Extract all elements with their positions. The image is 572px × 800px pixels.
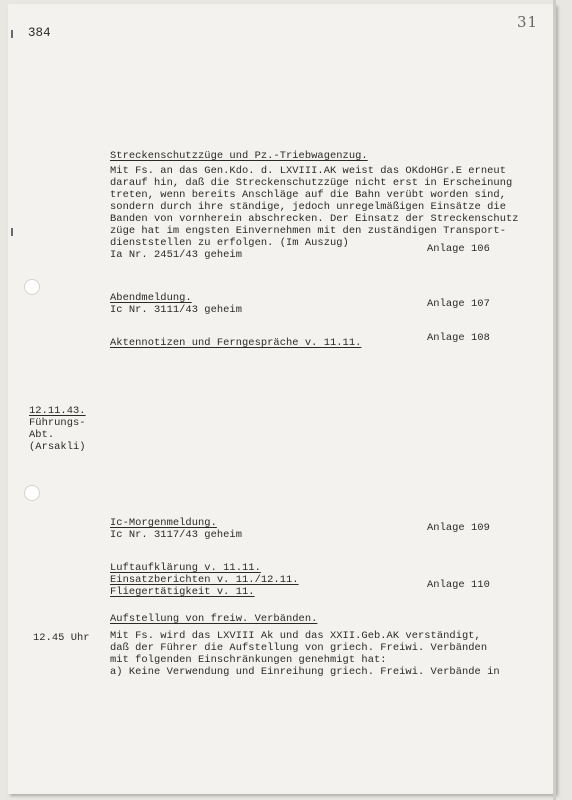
reference-number: Ia Nr. 2451/43 geheim	[110, 249, 242, 261]
punch-hole	[24, 279, 40, 295]
body-line: züge hat im engsten Einvernehmen mit den zuständigen Transport-	[110, 225, 506, 237]
time-entry: 12.45 Uhr	[33, 632, 90, 644]
section-heading: Ic-Morgenmeldung.	[110, 517, 217, 529]
body-line: Mit Fs. an das Gen.Kdo. d. LXVIII.AK weist das OKdoHGr.E erneut	[110, 165, 506, 177]
anlage-label: Anlage 106	[427, 243, 490, 255]
section-heading: Abendmeldung.	[110, 292, 192, 304]
margin-note: Führungs-	[29, 417, 86, 429]
body-line: Mit Fs. wird das LXVIII Ak und das XXII.Geb.AK verständigt,	[110, 630, 481, 642]
report-line: Luftaufklärung v. 11.11.	[110, 562, 261, 574]
page-number-left: 384	[28, 26, 51, 40]
body-line: mit folgenden Einschränkungen genehmigt hat:	[110, 654, 387, 666]
section-heading: Aktennotizen und Ferngespräche v. 11.11.	[110, 337, 362, 349]
anlage-label: Anlage 107	[427, 298, 490, 310]
anlage-label: Anlage 110	[427, 579, 490, 591]
anlage-label: Anlage 109	[427, 522, 490, 534]
body-line: sondern durch ihre ständige, jedoch unregelmäßigen Einsätze die	[110, 201, 506, 213]
body-line: daß der Führer die Aufstellung von griech. Freiwi. Verbänden	[110, 642, 488, 654]
margin-note: (Arsakli)	[29, 441, 86, 453]
punch-hole	[24, 485, 40, 501]
section-heading: Streckenschutzzüge und Pz.-Triebwagenzug.	[110, 150, 368, 162]
section-heading: Aufstellung von freiw. Verbänden.	[110, 613, 318, 625]
reference-number: Ic Nr. 3117/43 geheim	[110, 529, 242, 541]
page-edge	[553, 0, 556, 800]
reference-number: Ic Nr. 3111/43 geheim	[110, 304, 242, 316]
body-line: Banden von vornherein abschrecken. Der Einsatz der Streckenschutz	[110, 213, 519, 225]
report-line: Einsatzberichten v. 11./12.11.	[110, 574, 299, 586]
margin-mark	[11, 30, 13, 38]
body-line: treten, wenn bereits Anschläge auf die Bahn verübt worden sind,	[110, 189, 506, 201]
anlage-label: Anlage 108	[427, 332, 490, 344]
margin-note: Abt.	[29, 429, 55, 441]
page-number-right: 31	[517, 13, 539, 31]
report-line: Fliegertätigkeit v. 11.	[110, 586, 255, 598]
body-line: a) Keine Verwendung und Einreihung griech. Freiwi. Verbände in	[110, 666, 500, 678]
body-line: darauf hin, daß die Streckenschutzzüge nicht erst in Erscheinung	[110, 177, 513, 189]
margin-date: 12.11.43.	[29, 405, 86, 417]
margin-mark	[11, 228, 13, 236]
body-line: dienststellen zu erfolgen. (Im Auszug)	[110, 237, 349, 249]
